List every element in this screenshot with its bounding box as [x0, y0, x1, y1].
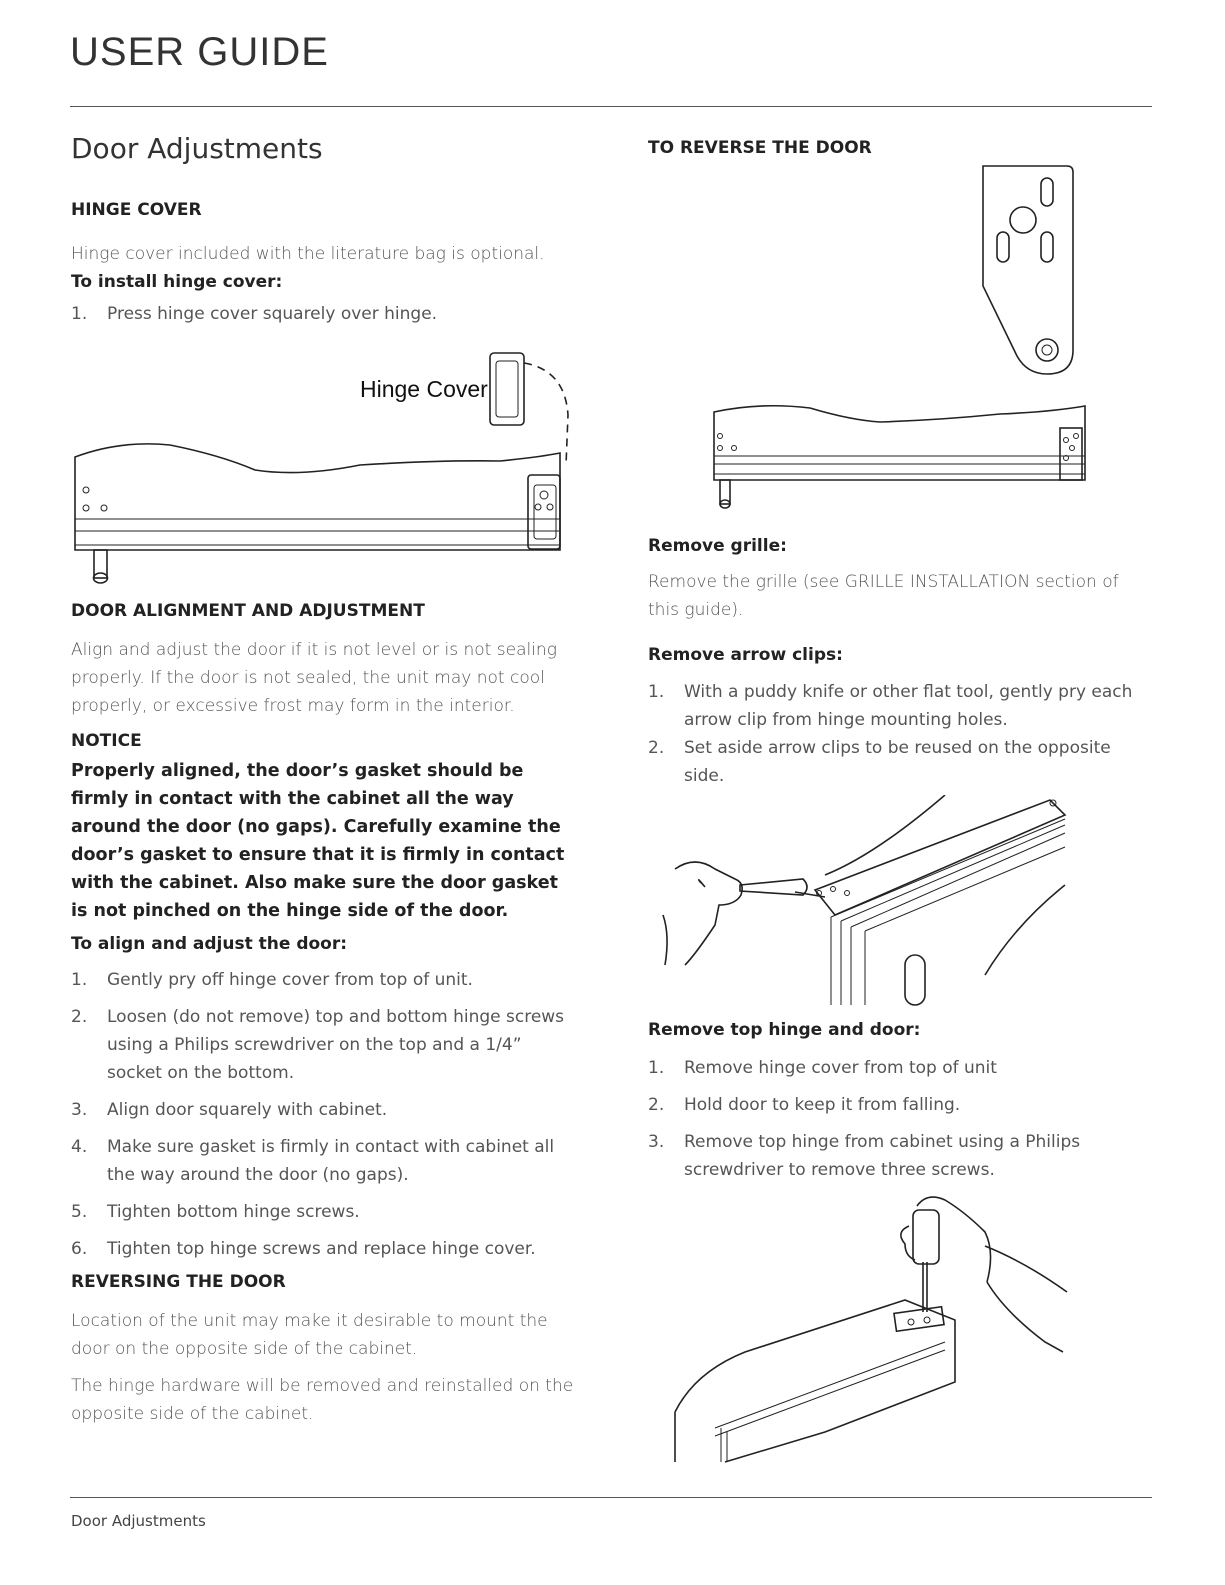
reversing-heading: REVERSING THE DOOR — [71, 1272, 286, 1292]
hinge-cover-intro: Hinge cover included with the literature bag is optional. — [71, 244, 545, 264]
list-item: 1. Remove hinge cover from top of unit — [648, 1058, 997, 1078]
hinge-cover-label: Hinge Cover — [360, 376, 488, 402]
header-divider — [70, 106, 1152, 107]
door-alignment-heading: DOOR ALIGNMENT AND ADJUSTMENT — [71, 601, 425, 621]
list-item: 1. Gently pry off hinge cover from top of unit. — [71, 970, 473, 990]
remove-grille-body: Remove the grille (see GRILLE INSTALLATION section of this guide). — [648, 572, 1119, 620]
list-item: 6. Tighten top hinge screws and replace hinge cover. — [71, 1239, 536, 1259]
arrow-clip-steps — [648, 678, 1138, 790]
page-title: USER GUIDE — [70, 30, 329, 74]
list-item: 3. Remove top hinge from cabinet using a Philips screwdriver to remove three screws. — [648, 1132, 1081, 1180]
list-item: 4. Make sure gasket is firmly in contact with cabinet all the way around the door (no gaps). — [71, 1137, 555, 1185]
hinge-cover-heading: HINGE COVER — [71, 200, 202, 220]
screwdriver-illustration — [665, 1192, 1085, 1467]
footer-divider — [70, 1497, 1152, 1498]
align-steps-heading: To align and adjust the door: — [71, 934, 348, 954]
list-item: 2. Loosen (do not remove) top and bottom hinge screws using a Philips screwdriver on the top and a 1/4” socket on the bottom. — [71, 1007, 565, 1083]
notice-heading: NOTICE — [71, 731, 142, 751]
install-hinge-cover-steps — [71, 300, 576, 328]
list-item: 1. With a puddy knife or other flat tool, gently pry each arrow clip from hinge mounting holes. — [648, 682, 1133, 730]
notice-body: Properly aligned, the door’s gasket should be firmly in contact with the cabinet all the way around the door (no gaps). Carefully examine the door’s gasket to ensure that it is firmly in contact with the cabinet. Also make sure the door gasket is not pinched on the hinge side of the door. — [71, 761, 565, 921]
list-item: 1. Press hinge cover squarely over hinge. — [71, 304, 438, 324]
hinge-plate-illustration — [975, 160, 1085, 385]
align-steps — [71, 966, 576, 1263]
remove-grille-heading: Remove grille: — [648, 536, 787, 556]
remove-top-hinge-heading: Remove top hinge and door: — [648, 1020, 921, 1040]
cabinet-top-illustration — [700, 400, 1100, 520]
reversing-para-1: Location of the unit may make it desirable to mount the door on the opposite side of the cabinet. — [71, 1311, 548, 1359]
list-item: 2. Hold door to keep it from falling. — [648, 1095, 961, 1115]
footer-text: Door Adjustments — [71, 1512, 206, 1530]
list-item: 3. Align door squarely with cabinet. — [71, 1100, 388, 1120]
putty-knife-illustration — [655, 795, 1075, 1010]
remove-arrow-clips-heading: Remove arrow clips: — [648, 645, 843, 665]
door-alignment-body: Align and adjust the door if it is not level or is not sealing properly. If the door is not sealed, the unit may not cool properly, or excessive frost may form in the interior. — [71, 640, 557, 716]
section-title: Door Adjustments — [71, 132, 323, 165]
list-item: 2. Set aside arrow clips to be reused on the opposite side. — [648, 738, 1111, 786]
list-item: 5. Tighten bottom hinge screws. — [71, 1202, 360, 1222]
top-hinge-steps — [648, 1054, 1138, 1184]
install-hinge-cover-heading: To install hinge cover: — [71, 272, 283, 292]
reverse-door-heading: TO REVERSE THE DOOR — [648, 138, 872, 158]
reversing-para-2: The hinge hardware will be removed and reinstalled on the opposite side of the cabinet. — [71, 1376, 574, 1424]
hinge-cover-illustration — [60, 345, 580, 595]
